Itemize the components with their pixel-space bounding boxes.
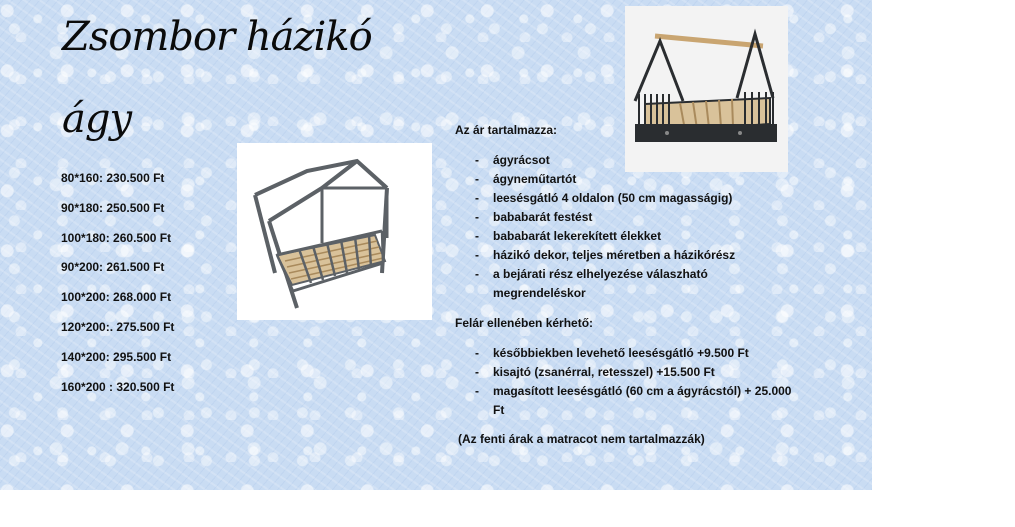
- included-item: - ágyrácsot: [455, 151, 813, 170]
- price-item: 100*200: 268.000 Ft: [61, 290, 172, 305]
- included-heading: Az ár tartalmazza:: [455, 123, 558, 137]
- price-item: 90*200: 261.500 Ft: [61, 260, 165, 275]
- product-title: Zsombor házikó: [62, 14, 372, 60]
- price-list: [61, 170, 174, 408]
- dark-house-bed-image: [625, 6, 788, 172]
- included-item: - bababarát lekerekített élekket: [455, 227, 813, 246]
- extras-item: - magasított leesésgátló (60 cm a ágyrácstól) + 25.000 Ft: [455, 382, 805, 420]
- included-item: - bababarát festést: [455, 208, 813, 227]
- price-item: 160*200 : 320.500 Ft: [61, 379, 175, 394]
- price-item: 90*180: 250.500 Ft: [61, 200, 165, 215]
- extras-item: - kisajtó (zsanérral, retesszel) +15.500 Ft: [455, 363, 813, 382]
- price-item: 140*200: 295.500 Ft: [61, 349, 172, 364]
- product-title-line2: ágy: [62, 96, 132, 142]
- included-item: - ágyneműtartót: [455, 170, 813, 189]
- included-list: [455, 151, 813, 303]
- gray-house-bed-image: [237, 143, 432, 320]
- included-item: - a bejárati rész elhelyezése válaszható megrendeléskor: [455, 265, 773, 303]
- price-item: 120*200:. 275.500 Ft: [61, 319, 175, 334]
- extras-heading: Felár ellenében kérhető:: [455, 316, 594, 330]
- extras-list: [455, 344, 813, 420]
- included-item: - leesésgátló 4 oldalon (50 cm magasságig): [455, 189, 813, 208]
- mattress-note: (Az fenti árak a matracot nem tartalmazzák): [458, 432, 705, 446]
- price-item: 100*180: 260.500 Ft: [61, 230, 172, 245]
- price-item: 80*160: 230.500 Ft: [61, 171, 165, 185]
- extras-item: - későbbiekben levehető leesésgátló +9.500 Ft: [455, 344, 813, 363]
- included-item: - házikó dekor, teljes méretben a házikórész: [455, 246, 813, 265]
